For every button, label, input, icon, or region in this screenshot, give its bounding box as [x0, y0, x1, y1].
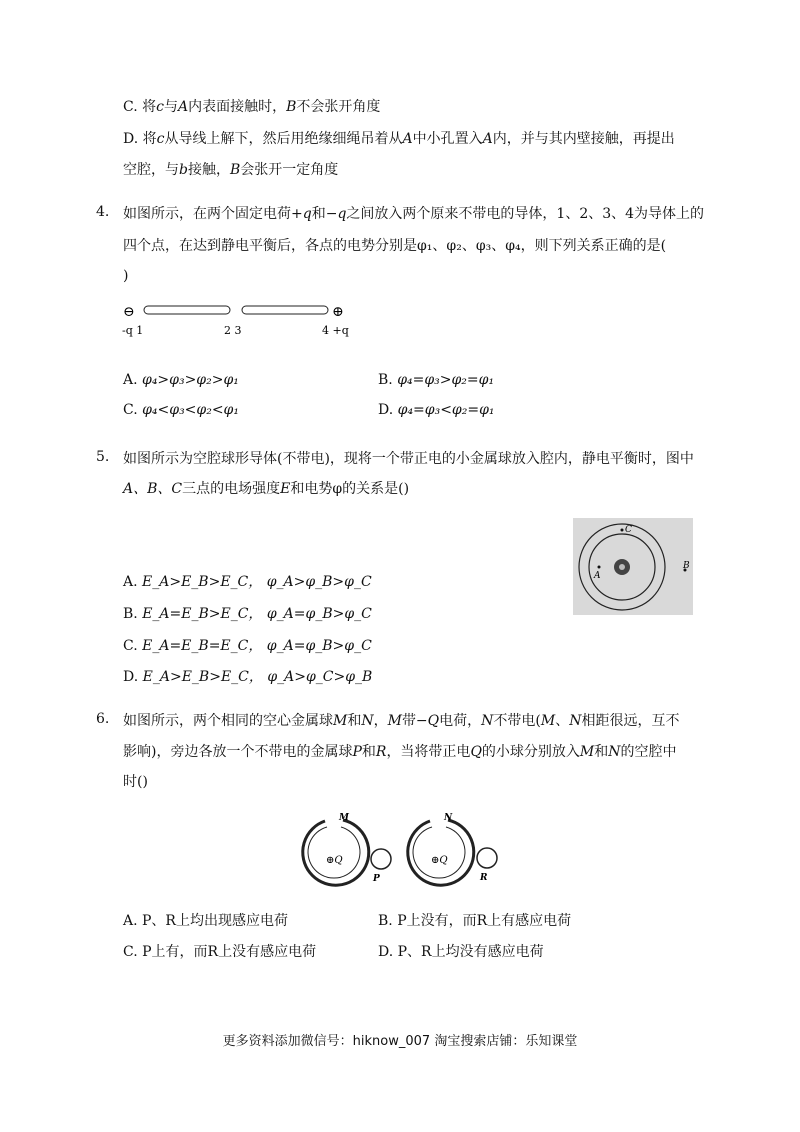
q5-number: 5. [96, 449, 110, 465]
q4-number: 4. [96, 204, 110, 220]
positive-charge-icon: ⊕ [332, 304, 344, 320]
q4-option-c[interactable]: C. φ₄<φ₃<φ₂<φ₁ [123, 402, 239, 418]
label-p: P [373, 874, 380, 884]
q5-option-d[interactable]: D. E_A>E_B>E_C， φ_A>φ_C>φ_B [123, 669, 373, 685]
ball-r [477, 848, 497, 868]
label-c: C [625, 525, 632, 535]
q5-stem-line2: A、B、C三点的电场强度E和电势φ的关系是() [123, 481, 410, 497]
label-a: A [594, 571, 601, 581]
label-right: 4 +q [322, 324, 349, 337]
negative-charge-icon: ⊖ [123, 304, 135, 320]
conductor-left [144, 306, 230, 314]
q6-option-d[interactable]: D. P、R上均没有感应电荷 [378, 944, 544, 960]
q4-option-d[interactable]: D. φ₄=φ₃<φ₂=φ₁ [378, 402, 495, 418]
q6-option-b[interactable]: B. P上没有，而R上有感应电荷 [378, 913, 572, 929]
label-r: R [480, 873, 488, 883]
q5-stem-line1: 如图所示为空腔球形导体(不带电)，现将一个带正电的小金属球放入腔内，静电平衡时，图中 [123, 451, 694, 467]
sphere-n-inner [413, 827, 465, 878]
q4-option-b[interactable]: B. φ₄=φ₃>φ₂=φ₁ [378, 372, 495, 388]
q6-figure [300, 812, 510, 897]
q5-option-c[interactable]: C. E_A=E_B=E_C， φ_A=φ_B>φ_C [123, 638, 372, 654]
figure-background [573, 518, 693, 615]
prev-option-d-line2: 空腔，与b接触，B会张开一定角度 [123, 162, 339, 178]
prev-option-c: C. 将c与A内表面接触时，B不会张开角度 [123, 99, 381, 115]
label-q1: ⊕Q [326, 855, 343, 866]
sphere-m-outer [303, 820, 369, 885]
label-m: M [339, 813, 349, 823]
label-n: N [444, 813, 453, 823]
q6-number: 6. [96, 711, 110, 727]
sphere-m-inner [308, 827, 360, 878]
sphere-n-outer [408, 820, 474, 885]
q6-stem-line2: 影响)，旁边各放一个不带电的金属球P和R，当将带正电Q的小球分别放入M和N的空腔中 [123, 744, 677, 760]
q5-option-b[interactable]: B. E_A=E_B>E_C， φ_A=φ_B>φ_C [123, 606, 372, 622]
prev-option-d: D. 将c从导线上解下，然后用绝缘细绳吊着从A中小孔置入A内，并与其内壁接触，再提出 [123, 131, 675, 147]
q4-option-a[interactable]: A. φ₄>φ₃>φ₂>φ₁ [123, 372, 239, 388]
q4-figure [120, 300, 360, 342]
q5-figure [573, 518, 693, 615]
label-left: -q 1 [122, 324, 144, 337]
q6-stem-line3: 时() [123, 774, 148, 790]
ball-p [371, 849, 391, 869]
conductor-right [242, 306, 328, 314]
label-mid: 2 3 [224, 324, 242, 337]
q5-option-a[interactable]: A. E_A>E_B>E_C， φ_A>φ_B>φ_C [123, 574, 372, 590]
q6-stem-line1: 如图所示，两个相同的空心金属球M和N，M带−Q电荷，N不带电(M、N相距很远，互不 [123, 713, 680, 729]
q6-option-c[interactable]: C. P上有，而R上没有感应电荷 [123, 944, 317, 960]
q4-stem-line3: ) [123, 268, 129, 284]
q4-stem-line2: 四个点，在达到静电平衡后，各点的电势分别是φ₁、φ₂、φ₃、φ₄，则下列关系正确的是( [123, 238, 667, 254]
label-b: B [683, 561, 690, 571]
q6-option-a[interactable]: A. P、R上均出现感应电荷 [123, 913, 288, 929]
q4-stem-line1: 如图所示，在两个固定电荷+q和−q之间放入两个原来不带电的导体，1、2、3、4为导体上的 [123, 206, 705, 222]
page-footer: 更多资料添加微信号：hiknow_007 淘宝搜索店铺：乐知课堂 [222, 1034, 578, 1049]
label-q2: ⊕Q [431, 855, 448, 866]
